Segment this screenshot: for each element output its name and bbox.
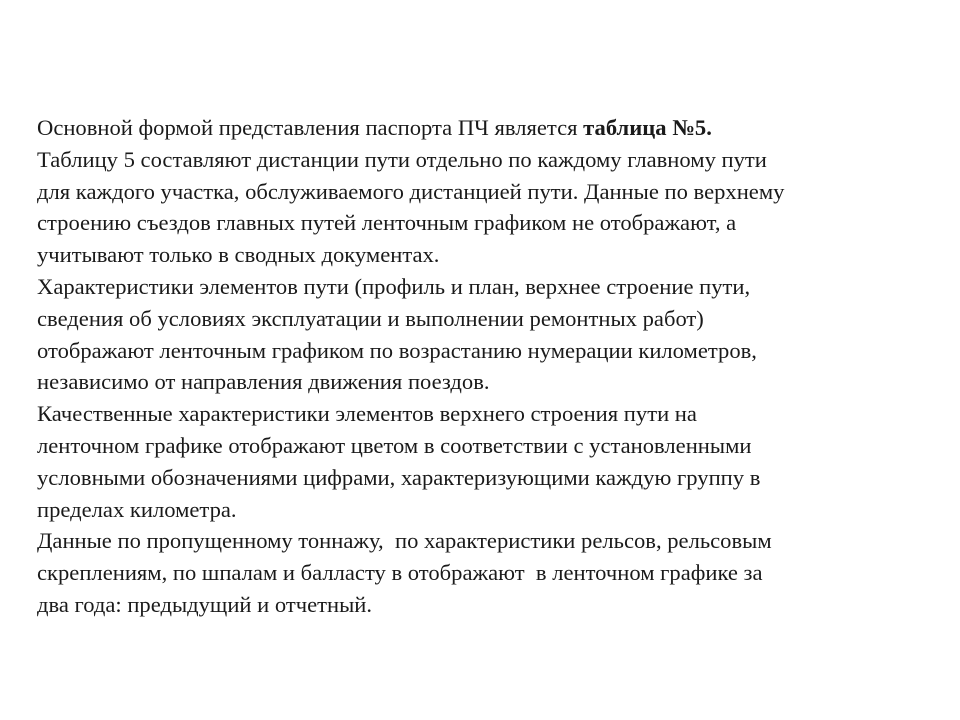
text-line: Качественные характеристики элементов верхнего строения пути на xyxy=(37,401,697,427)
text-line: для каждого участка, обслуживаемого дистанцией пути. Данные по верхнему xyxy=(37,178,785,204)
text-line: сведения об условиях эксплуатации и выполнении ремонтных работ) xyxy=(37,305,704,331)
paragraph-track-elements xyxy=(37,271,937,398)
text-line: Характеристики элементов пути (профиль и план, верхнее строение пути, xyxy=(37,273,751,299)
text-line: Таблицу 5 составляют дистанции пути отдельно по каждому главному пути xyxy=(37,146,767,172)
text-line: отображают ленточным графиком по возрастанию нумерации километров, xyxy=(37,337,757,363)
paragraph-passport-form xyxy=(37,112,937,271)
text-line: два года: предыдущий и отчетный. xyxy=(37,591,373,617)
paragraph-quality-characteristics xyxy=(37,398,937,525)
text-line: ленточном графике отображают цветом в соответствии с установленными xyxy=(37,432,752,458)
text-line: независимо от направления движения поездов. xyxy=(37,369,490,395)
text-line: учитывают только в сводных документах. xyxy=(37,242,440,268)
text-run: Основной формой представления паспорта ПЧ является xyxy=(37,115,584,140)
text-line: строению съездов главных путей ленточным графиком не отображают, а xyxy=(37,210,737,236)
text-line: условными обозначениями цифрами, характеризующими каждую группу в xyxy=(37,464,761,490)
text-line: Данные по пропущенному тоннажу, по характеристики рельсов, рельсовым xyxy=(37,528,772,554)
text-line: пределах километра. xyxy=(37,496,237,522)
text-line: скреплениям, по шпалам и балласту в отображают в ленточном графике за xyxy=(37,560,763,586)
bold-text-run: таблица №5. xyxy=(583,115,712,140)
paragraph-tonnage-data xyxy=(37,525,937,620)
text-line xyxy=(37,112,937,144)
body-text xyxy=(37,112,937,621)
